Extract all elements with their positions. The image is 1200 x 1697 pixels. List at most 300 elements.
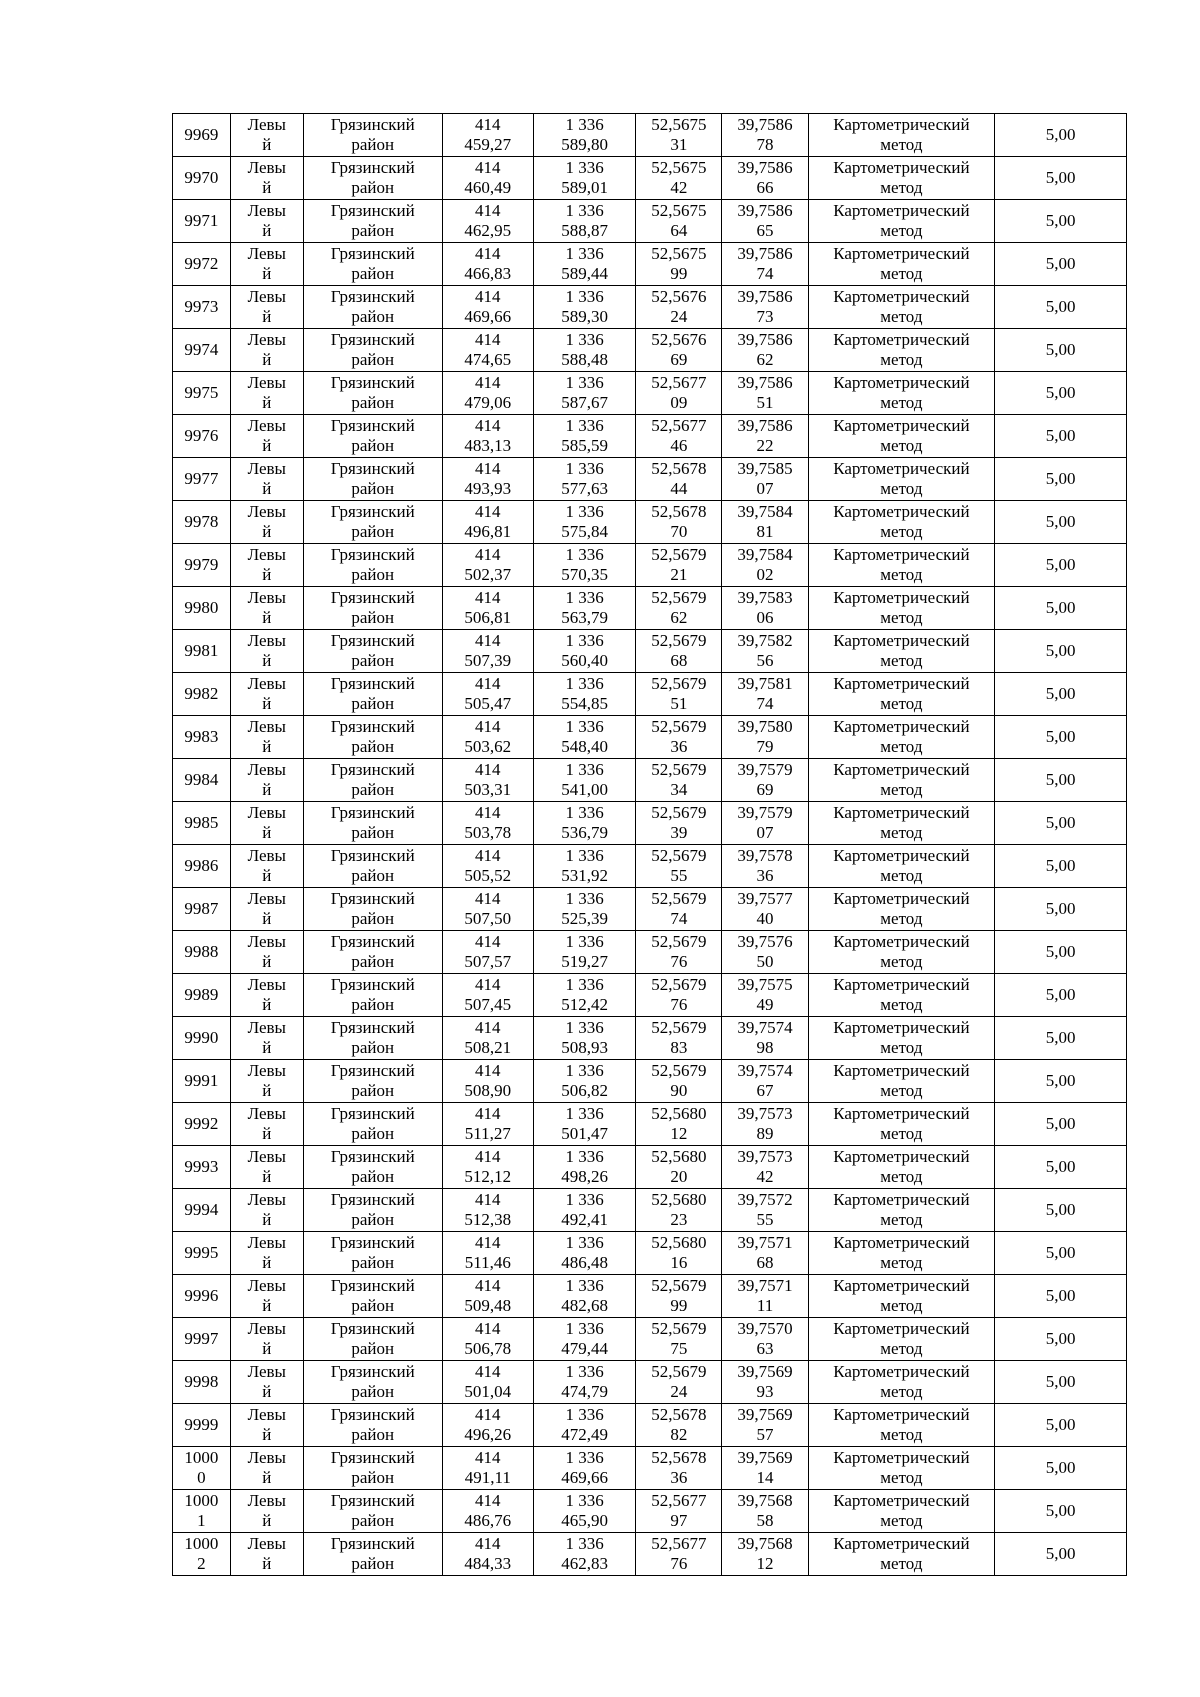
side-cell-line: Левы bbox=[247, 158, 286, 177]
coord-y-cell-line: 472,49 bbox=[561, 1425, 608, 1444]
coord-y-cell bbox=[533, 415, 635, 458]
longitude-cell-line: 39,7569 bbox=[737, 1448, 793, 1467]
point-number-cell bbox=[173, 372, 231, 415]
method-cell bbox=[808, 1146, 995, 1189]
point-number-cell-line: 9972 bbox=[184, 254, 219, 273]
point-number-cell-line: 1000 bbox=[184, 1534, 219, 1553]
coord-x-cell-line: 414 bbox=[475, 373, 501, 392]
longitude-cell-line: 39,7568 bbox=[737, 1534, 793, 1553]
coord-y-cell-line: 479,44 bbox=[561, 1339, 608, 1358]
precision-cell: 5,00 bbox=[995, 759, 1127, 802]
district-cell-line: Грязинский bbox=[330, 373, 415, 392]
method-cell-line: метод bbox=[880, 909, 923, 928]
method-cell-line: Картометрический bbox=[833, 1061, 970, 1080]
point-number-cell bbox=[173, 1490, 231, 1533]
table-row bbox=[173, 931, 1127, 974]
side-cell bbox=[230, 888, 303, 931]
coord-y-cell bbox=[533, 1275, 635, 1318]
coord-y-cell bbox=[533, 1361, 635, 1404]
coord-y-cell bbox=[533, 501, 635, 544]
precision-cell: 5,00 bbox=[995, 1533, 1127, 1576]
longitude-cell-line: 39,7586 bbox=[737, 115, 793, 134]
method-cell-line: метод bbox=[880, 522, 923, 541]
district-cell-line: район bbox=[351, 135, 395, 154]
method-cell-line: метод bbox=[880, 264, 923, 283]
side-cell bbox=[230, 1490, 303, 1533]
coord-x-cell-line: 511,46 bbox=[464, 1253, 511, 1272]
side-cell bbox=[230, 1275, 303, 1318]
side-cell bbox=[230, 544, 303, 587]
method-cell-line: Картометрический bbox=[833, 1448, 970, 1467]
side-cell-line: й bbox=[262, 737, 272, 756]
latitude-cell-line: 52,5679 bbox=[651, 1362, 707, 1381]
method-cell-line: метод bbox=[880, 1296, 923, 1315]
coord-y-cell-line: 498,26 bbox=[561, 1167, 608, 1186]
method-cell-line: Картометрический bbox=[833, 1319, 970, 1338]
district-cell bbox=[303, 157, 442, 200]
side-cell-line: Левы bbox=[247, 1405, 286, 1424]
method-cell-line: метод bbox=[880, 1081, 923, 1100]
method-cell-line: Картометрический bbox=[833, 1405, 970, 1424]
latitude-cell-line: 52,5680 bbox=[651, 1147, 707, 1166]
side-cell bbox=[230, 1361, 303, 1404]
method-cell-line: метод bbox=[880, 780, 923, 799]
coord-y-cell bbox=[533, 1490, 635, 1533]
table-row bbox=[173, 1404, 1127, 1447]
longitude-cell-line: 39,7577 bbox=[737, 889, 793, 908]
district-cell bbox=[303, 372, 442, 415]
coord-x-cell bbox=[442, 630, 533, 673]
latitude-cell bbox=[636, 501, 722, 544]
side-cell bbox=[230, 1404, 303, 1447]
side-cell-line: Левы bbox=[247, 373, 286, 392]
latitude-cell bbox=[636, 1146, 722, 1189]
district-cell-line: Грязинский bbox=[330, 588, 415, 607]
district-cell-line: Грязинский bbox=[330, 674, 415, 693]
method-cell bbox=[808, 587, 995, 630]
table-row bbox=[173, 802, 1127, 845]
coord-y-cell-line: 1 336 bbox=[565, 1276, 604, 1295]
district-cell bbox=[303, 544, 442, 587]
district-cell-line: Грязинский bbox=[330, 1276, 415, 1295]
precision-cell: 5,00 bbox=[995, 1404, 1127, 1447]
longitude-cell bbox=[722, 802, 808, 845]
latitude-cell-line: 52,5680 bbox=[651, 1233, 707, 1252]
point-number-cell bbox=[173, 1189, 231, 1232]
coord-y-cell-line: 554,85 bbox=[561, 694, 608, 713]
side-cell-line: й bbox=[262, 565, 272, 584]
coord-x-cell bbox=[442, 243, 533, 286]
point-number-cell-line: 1 bbox=[197, 1511, 206, 1530]
side-cell-line: й bbox=[262, 1382, 272, 1401]
latitude-cell bbox=[636, 1017, 722, 1060]
coord-x-cell-line: 469,66 bbox=[464, 307, 512, 326]
district-cell-line: район bbox=[351, 1081, 395, 1100]
method-cell-line: Картометрический bbox=[833, 631, 970, 650]
coord-y-cell-line: 474,79 bbox=[561, 1382, 608, 1401]
coord-x-cell-line: 414 bbox=[475, 1190, 501, 1209]
longitude-cell-line: 39,7568 bbox=[737, 1491, 793, 1510]
latitude-cell bbox=[636, 888, 722, 931]
district-cell-line: Грязинский bbox=[330, 287, 415, 306]
longitude-cell-line: 39,7570 bbox=[737, 1319, 793, 1338]
longitude-cell-line: 12 bbox=[756, 1554, 774, 1573]
table-row bbox=[173, 114, 1127, 157]
point-number-cell-line: 9982 bbox=[184, 684, 219, 703]
district-cell bbox=[303, 1146, 442, 1189]
coord-x-cell-line: 508,21 bbox=[464, 1038, 512, 1057]
longitude-cell-line: 58 bbox=[756, 1511, 774, 1530]
latitude-cell-line: 74 bbox=[670, 909, 688, 928]
longitude-cell-line: 39,7586 bbox=[737, 416, 793, 435]
latitude-cell bbox=[636, 114, 722, 157]
method-cell bbox=[808, 501, 995, 544]
coord-x-cell bbox=[442, 114, 533, 157]
district-cell-line: район bbox=[351, 1554, 395, 1573]
district-cell-line: район bbox=[351, 995, 395, 1014]
side-cell-line: й bbox=[262, 436, 272, 455]
coord-y-cell-line: 1 336 bbox=[565, 115, 604, 134]
latitude-cell-line: 52,5679 bbox=[651, 760, 707, 779]
point-number-cell bbox=[173, 1103, 231, 1146]
method-cell-line: Картометрический bbox=[833, 1147, 970, 1166]
point-number-cell-line: 9989 bbox=[184, 985, 219, 1004]
coord-y-cell bbox=[533, 1017, 635, 1060]
side-cell-line: Левы bbox=[247, 1276, 286, 1295]
coord-y-cell-line: 541,00 bbox=[561, 780, 608, 799]
district-cell-line: Грязинский bbox=[330, 416, 415, 435]
latitude-cell-line: 99 bbox=[670, 264, 688, 283]
side-cell-line: Левы bbox=[247, 459, 286, 478]
side-cell bbox=[230, 1017, 303, 1060]
district-cell bbox=[303, 716, 442, 759]
point-number-cell-line: 9985 bbox=[184, 813, 219, 832]
latitude-cell-line: 52,5677 bbox=[651, 416, 707, 435]
method-cell bbox=[808, 1103, 995, 1146]
coord-y-cell-line: 506,82 bbox=[561, 1081, 608, 1100]
precision-cell: 5,00 bbox=[995, 673, 1127, 716]
precision-cell: 5,00 bbox=[995, 931, 1127, 974]
precision-cell: 5,00 bbox=[995, 1275, 1127, 1318]
district-cell-line: Грязинский bbox=[330, 201, 415, 220]
coord-y-cell-line: 512,42 bbox=[561, 995, 608, 1014]
side-cell-line: й bbox=[262, 1296, 272, 1315]
latitude-cell bbox=[636, 802, 722, 845]
precision-cell: 5,00 bbox=[995, 501, 1127, 544]
longitude-cell bbox=[722, 200, 808, 243]
latitude-cell bbox=[636, 286, 722, 329]
district-cell bbox=[303, 243, 442, 286]
method-cell bbox=[808, 415, 995, 458]
point-number-cell-line: 9979 bbox=[184, 555, 219, 574]
latitude-cell bbox=[636, 759, 722, 802]
longitude-cell bbox=[722, 114, 808, 157]
point-number-cell bbox=[173, 1318, 231, 1361]
district-cell-line: район bbox=[351, 608, 395, 627]
latitude-cell-line: 52,5677 bbox=[651, 1491, 707, 1510]
coord-y-cell-line: 1 336 bbox=[565, 1104, 604, 1123]
district-cell-line: район bbox=[351, 350, 395, 369]
method-cell bbox=[808, 673, 995, 716]
point-number-cell bbox=[173, 1447, 231, 1490]
method-cell-line: Картометрический bbox=[833, 287, 970, 306]
latitude-cell-line: 23 bbox=[670, 1210, 688, 1229]
side-cell-line: Левы bbox=[247, 244, 286, 263]
side-cell-line: й bbox=[262, 1511, 272, 1530]
coord-x-cell-line: 414 bbox=[475, 1405, 501, 1424]
district-cell-line: район bbox=[351, 1511, 395, 1530]
district-cell bbox=[303, 1103, 442, 1146]
longitude-cell bbox=[722, 501, 808, 544]
latitude-cell-line: 64 bbox=[670, 221, 688, 240]
longitude-cell-line: 93 bbox=[756, 1382, 774, 1401]
method-cell-line: Картометрический bbox=[833, 1276, 970, 1295]
latitude-cell-line: 34 bbox=[670, 780, 688, 799]
precision-cell: 5,00 bbox=[995, 1189, 1127, 1232]
side-cell bbox=[230, 372, 303, 415]
method-cell-line: Картометрический bbox=[833, 1362, 970, 1381]
coord-y-cell bbox=[533, 587, 635, 630]
side-cell bbox=[230, 501, 303, 544]
district-cell-line: Грязинский bbox=[330, 717, 415, 736]
coord-x-cell-line: 502,37 bbox=[464, 565, 512, 584]
point-number-cell bbox=[173, 157, 231, 200]
method-cell-line: метод bbox=[880, 1511, 923, 1530]
district-cell-line: Грязинский bbox=[330, 1190, 415, 1209]
side-cell-line: й bbox=[262, 1425, 272, 1444]
latitude-cell-line: 36 bbox=[670, 737, 688, 756]
coord-x-cell-line: 414 bbox=[475, 760, 501, 779]
coord-y-cell bbox=[533, 845, 635, 888]
district-cell-line: район bbox=[351, 909, 395, 928]
method-cell bbox=[808, 157, 995, 200]
coord-x-cell bbox=[442, 286, 533, 329]
longitude-cell-line: 73 bbox=[756, 307, 774, 326]
point-number-cell bbox=[173, 458, 231, 501]
district-cell-line: район bbox=[351, 651, 395, 670]
district-cell-line: Грязинский bbox=[330, 889, 415, 908]
latitude-cell bbox=[636, 673, 722, 716]
district-cell-line: Грязинский bbox=[330, 158, 415, 177]
side-cell-line: Левы bbox=[247, 932, 286, 951]
latitude-cell-line: 83 bbox=[670, 1038, 688, 1057]
method-cell bbox=[808, 372, 995, 415]
coord-y-cell bbox=[533, 630, 635, 673]
district-cell bbox=[303, 286, 442, 329]
table-row bbox=[173, 157, 1127, 200]
district-cell-line: Грязинский bbox=[330, 932, 415, 951]
latitude-cell-line: 52,5675 bbox=[651, 201, 707, 220]
coord-y-cell bbox=[533, 974, 635, 1017]
table-row bbox=[173, 1275, 1127, 1318]
latitude-cell-line: 52,5677 bbox=[651, 373, 707, 392]
coord-x-cell-line: 462,95 bbox=[464, 221, 512, 240]
longitude-cell bbox=[722, 329, 808, 372]
precision-cell: 5,00 bbox=[995, 157, 1127, 200]
latitude-cell-line: 52,5679 bbox=[651, 889, 707, 908]
longitude-cell bbox=[722, 286, 808, 329]
side-cell-line: Левы bbox=[247, 717, 286, 736]
district-cell-line: Грязинский bbox=[330, 1147, 415, 1166]
district-cell bbox=[303, 1404, 442, 1447]
latitude-cell-line: 52,5675 bbox=[651, 158, 707, 177]
method-cell-line: Картометрический bbox=[833, 803, 970, 822]
side-cell-line: Левы bbox=[247, 1534, 286, 1553]
longitude-cell bbox=[722, 1318, 808, 1361]
side-cell-line: Левы bbox=[247, 803, 286, 822]
district-cell-line: Грязинский bbox=[330, 1362, 415, 1381]
method-cell-line: метод bbox=[880, 608, 923, 627]
district-cell bbox=[303, 1275, 442, 1318]
longitude-cell-line: 39,7569 bbox=[737, 1362, 793, 1381]
district-cell-line: Грязинский bbox=[330, 1448, 415, 1467]
coord-x-cell bbox=[442, 845, 533, 888]
latitude-cell-line: 52,5679 bbox=[651, 1276, 707, 1295]
coord-x-cell-line: 414 bbox=[475, 717, 501, 736]
longitude-cell bbox=[722, 415, 808, 458]
latitude-cell bbox=[636, 1189, 722, 1232]
point-number-cell-line: 9999 bbox=[184, 1415, 219, 1434]
coord-x-cell bbox=[442, 759, 533, 802]
point-number-cell bbox=[173, 501, 231, 544]
side-cell bbox=[230, 716, 303, 759]
latitude-cell bbox=[636, 1103, 722, 1146]
method-cell bbox=[808, 1060, 995, 1103]
table-row bbox=[173, 1447, 1127, 1490]
coord-y-cell-line: 589,80 bbox=[561, 135, 608, 154]
point-number-cell bbox=[173, 716, 231, 759]
table-row bbox=[173, 1060, 1127, 1103]
point-number-cell-line: 9998 bbox=[184, 1372, 219, 1391]
district-cell bbox=[303, 1490, 442, 1533]
coord-x-cell-line: 459,27 bbox=[464, 135, 512, 154]
side-cell-line: Левы bbox=[247, 1104, 286, 1123]
coord-y-cell-line: 1 336 bbox=[565, 1448, 604, 1467]
latitude-cell-line: 24 bbox=[670, 307, 688, 326]
district-cell-line: Грязинский bbox=[330, 545, 415, 564]
coord-y-cell bbox=[533, 931, 635, 974]
table-row bbox=[173, 415, 1127, 458]
latitude-cell bbox=[636, 1232, 722, 1275]
coord-x-cell bbox=[442, 200, 533, 243]
latitude-cell bbox=[636, 1361, 722, 1404]
method-cell bbox=[808, 544, 995, 587]
latitude-cell bbox=[636, 458, 722, 501]
coord-x-cell-line: 414 bbox=[475, 244, 501, 263]
district-cell bbox=[303, 802, 442, 845]
longitude-cell-line: 39,7574 bbox=[737, 1061, 793, 1080]
longitude-cell bbox=[722, 243, 808, 286]
district-cell-line: район bbox=[351, 1339, 395, 1358]
latitude-cell-line: 75 bbox=[670, 1339, 688, 1358]
district-cell-line: район bbox=[351, 1253, 395, 1272]
longitude-cell-line: 51 bbox=[756, 393, 774, 412]
latitude-cell-line: 12 bbox=[670, 1124, 688, 1143]
point-number-cell bbox=[173, 673, 231, 716]
point-number-cell-line: 9981 bbox=[184, 641, 219, 660]
latitude-cell bbox=[636, 1318, 722, 1361]
coord-y-cell-line: 486,48 bbox=[561, 1253, 608, 1272]
coord-x-cell-line: 414 bbox=[475, 330, 501, 349]
district-cell bbox=[303, 931, 442, 974]
latitude-cell-line: 52,5679 bbox=[651, 588, 707, 607]
point-number-cell-line: 9997 bbox=[184, 1329, 219, 1348]
point-number-cell-line: 9996 bbox=[184, 1286, 219, 1305]
longitude-cell-line: 79 bbox=[756, 737, 774, 756]
district-cell-line: район bbox=[351, 393, 395, 412]
table-row bbox=[173, 759, 1127, 802]
district-cell-line: Грязинский bbox=[330, 803, 415, 822]
coord-x-cell-line: 414 bbox=[475, 459, 501, 478]
method-cell bbox=[808, 1189, 995, 1232]
precision-cell: 5,00 bbox=[995, 802, 1127, 845]
coord-y-cell-line: 1 336 bbox=[565, 545, 604, 564]
method-cell-line: Картометрический bbox=[833, 1190, 970, 1209]
coord-x-cell-line: 509,48 bbox=[464, 1296, 512, 1315]
precision-cell: 5,00 bbox=[995, 372, 1127, 415]
coord-y-cell-line: 469,66 bbox=[561, 1468, 608, 1487]
point-number-cell bbox=[173, 286, 231, 329]
coord-y-cell bbox=[533, 372, 635, 415]
side-cell-line: Левы bbox=[247, 631, 286, 650]
latitude-cell-line: 51 bbox=[670, 694, 688, 713]
longitude-cell bbox=[722, 888, 808, 931]
point-number-cell-line: 9974 bbox=[184, 340, 219, 359]
coord-y-cell-line: 519,27 bbox=[561, 952, 608, 971]
longitude-cell-line: 39,7578 bbox=[737, 846, 793, 865]
longitude-cell-line: 39,7575 bbox=[737, 975, 793, 994]
method-cell-line: метод bbox=[880, 651, 923, 670]
latitude-cell-line: 44 bbox=[670, 479, 688, 498]
coord-x-cell-line: 414 bbox=[475, 1061, 501, 1080]
method-cell-line: Картометрический bbox=[833, 1534, 970, 1553]
longitude-cell-line: 22 bbox=[756, 436, 774, 455]
coord-y-cell-line: 587,67 bbox=[561, 393, 608, 412]
longitude-cell bbox=[722, 587, 808, 630]
side-cell-line: Левы bbox=[247, 287, 286, 306]
side-cell-line: й bbox=[262, 995, 272, 1014]
table-row bbox=[173, 974, 1127, 1017]
longitude-cell-line: 55 bbox=[756, 1210, 774, 1229]
longitude-cell-line: 39,7586 bbox=[737, 158, 793, 177]
latitude-cell-line: 52,5679 bbox=[651, 1018, 707, 1037]
point-number-cell-line: 1000 bbox=[184, 1491, 219, 1510]
coord-y-cell-line: 1 336 bbox=[565, 330, 604, 349]
district-cell-line: район bbox=[351, 565, 395, 584]
method-cell bbox=[808, 286, 995, 329]
point-number-cell-line: 9978 bbox=[184, 512, 219, 531]
method-cell-line: метод bbox=[880, 178, 923, 197]
coord-y-cell-line: 501,47 bbox=[561, 1124, 608, 1143]
point-number-cell-line: 9988 bbox=[184, 942, 219, 961]
method-cell-line: метод bbox=[880, 995, 923, 1014]
side-cell bbox=[230, 243, 303, 286]
latitude-cell-line: 52,5678 bbox=[651, 459, 707, 478]
district-cell-line: район bbox=[351, 307, 395, 326]
coord-x-cell-line: 479,06 bbox=[464, 393, 512, 412]
coord-x-cell bbox=[442, 1318, 533, 1361]
longitude-cell bbox=[722, 1361, 808, 1404]
coord-x-cell-line: 483,13 bbox=[464, 436, 512, 455]
coord-x-cell-line: 414 bbox=[475, 416, 501, 435]
coord-y-cell-line: 1 336 bbox=[565, 287, 604, 306]
coord-y-cell bbox=[533, 1318, 635, 1361]
coord-y-cell-line: 1 336 bbox=[565, 717, 604, 736]
longitude-cell bbox=[722, 1490, 808, 1533]
side-cell-line: й bbox=[262, 221, 272, 240]
coord-y-cell-line: 1 336 bbox=[565, 459, 604, 478]
point-number-cell-line: 9994 bbox=[184, 1200, 219, 1219]
